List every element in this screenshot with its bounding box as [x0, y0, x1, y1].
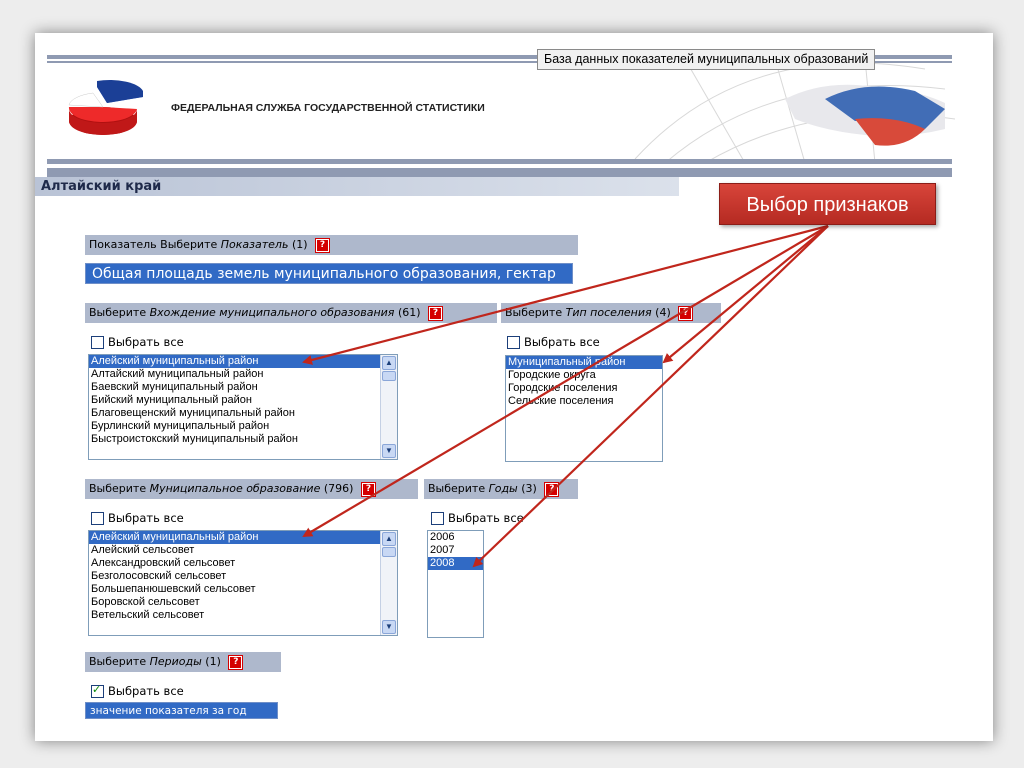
- checkbox-icon[interactable]: [507, 336, 520, 349]
- periods-select[interactable]: значение показателя за год: [85, 702, 278, 719]
- section-label: Выберите: [89, 655, 147, 668]
- help-icon[interactable]: ?: [316, 239, 329, 252]
- select-all-label: Выбрать все: [448, 511, 524, 525]
- checkbox-icon[interactable]: [91, 512, 104, 525]
- scroll-thumb[interactable]: [382, 547, 396, 557]
- header-bar: [47, 159, 952, 164]
- list-item[interactable]: Ветельский сельсовет: [91, 609, 205, 621]
- section-count: (61): [397, 306, 421, 319]
- help-icon[interactable]: ?: [362, 483, 375, 496]
- municipality-header: [85, 479, 418, 499]
- checkbox-checked-icon[interactable]: [91, 685, 104, 698]
- membership-listbox[interactable]: [88, 354, 398, 460]
- rosstat-logo: [63, 69, 149, 141]
- list-item[interactable]: Алейский муниципальный район: [89, 355, 397, 368]
- list-item[interactable]: Александровский сельсовет: [91, 557, 236, 569]
- list-item[interactable]: Благовещенский муниципальный район: [91, 407, 295, 419]
- section-name: Показатель: [220, 238, 289, 251]
- section-label: Выберите: [428, 482, 486, 495]
- region-title: Алтайский край: [35, 177, 679, 196]
- section-label: Выберите: [89, 306, 147, 319]
- header-bar: [47, 168, 952, 177]
- membership-select-all[interactable]: [91, 335, 184, 349]
- database-title: База данных показателей муниципальных образований: [537, 49, 875, 70]
- list-item[interactable]: Быстроистокский муниципальный район: [91, 433, 298, 445]
- list-item[interactable]: Алейский муниципальный район: [89, 531, 397, 544]
- section-label: Выберите: [89, 482, 147, 495]
- list-item[interactable]: Бийский муниципальный район: [91, 394, 252, 406]
- list-item[interactable]: Боровской сельсовет: [91, 596, 200, 608]
- years-header: [424, 479, 578, 499]
- section-name: Тип поселения: [565, 306, 652, 319]
- select-all-label: Выбрать все: [108, 335, 184, 349]
- section-name: Периоды: [149, 655, 202, 668]
- page-frame: [35, 33, 993, 741]
- settlement-type-header: [501, 303, 721, 323]
- section-name: Годы: [488, 482, 518, 495]
- list-item[interactable]: 2008: [428, 557, 483, 570]
- section-count: (1): [291, 238, 308, 251]
- list-item[interactable]: Муниципальный район: [506, 356, 662, 369]
- scrollbar[interactable]: [380, 531, 397, 635]
- indicator-select[interactable]: Общая площадь земель муниципального образования, гектар: [85, 263, 573, 284]
- help-icon[interactable]: ?: [229, 656, 242, 669]
- list-item[interactable]: Алтайский муниципальный район: [91, 368, 264, 380]
- scrollbar[interactable]: [380, 355, 397, 459]
- select-all-label: Выбрать все: [108, 684, 184, 698]
- scroll-down-icon[interactable]: ▼: [382, 444, 396, 458]
- list-item[interactable]: Большепанюшевский сельсовет: [91, 583, 256, 595]
- section-count: (4): [655, 306, 671, 319]
- list-item[interactable]: Бурлинский муниципальный район: [91, 420, 270, 432]
- scroll-up-icon[interactable]: ▲: [382, 532, 396, 546]
- checkbox-icon[interactable]: [91, 336, 104, 349]
- list-item[interactable]: Городские поселения: [508, 382, 618, 394]
- russia-map-image: [625, 59, 955, 163]
- select-all-label: Выбрать все: [108, 511, 184, 525]
- list-item[interactable]: 2006: [430, 531, 455, 543]
- section-name: Вхождение муниципального образования: [149, 306, 395, 319]
- help-icon[interactable]: ?: [679, 307, 692, 320]
- help-icon[interactable]: ?: [545, 483, 558, 496]
- list-item[interactable]: Безголосовский сельсовет: [91, 570, 227, 582]
- help-icon[interactable]: ?: [429, 307, 442, 320]
- settlement-type-listbox[interactable]: [505, 355, 663, 462]
- section-count: (796): [323, 482, 354, 495]
- periods-select-all[interactable]: [91, 684, 184, 698]
- list-item[interactable]: Баевский муниципальный район: [91, 381, 258, 393]
- callout-label: Выбор признаков: [719, 183, 936, 225]
- years-listbox[interactable]: [427, 530, 484, 638]
- indicator-header: [85, 235, 578, 255]
- section-label: Показатель Выберите: [89, 238, 218, 251]
- membership-header: [85, 303, 497, 323]
- section-label: Выберите: [505, 306, 563, 319]
- scroll-down-icon[interactable]: ▼: [382, 620, 396, 634]
- periods-header: [85, 652, 281, 672]
- list-item[interactable]: Городские округа: [508, 369, 596, 381]
- scroll-up-icon[interactable]: ▲: [382, 356, 396, 370]
- municipality-listbox[interactable]: [88, 530, 398, 636]
- list-item[interactable]: Алейский сельсовет: [91, 544, 195, 556]
- organization-name: ФЕДЕРАЛЬНАЯ СЛУЖБА ГОСУДАРСТВЕННОЙ СТАТИСТИКИ: [171, 102, 485, 114]
- section-count: (1): [205, 655, 221, 668]
- years-select-all[interactable]: [431, 511, 524, 525]
- list-item[interactable]: Сельские поселения: [508, 395, 614, 407]
- select-all-label: Выбрать все: [524, 335, 600, 349]
- municipality-select-all[interactable]: [91, 511, 184, 525]
- section-count: (3): [521, 482, 537, 495]
- list-item[interactable]: 2007: [430, 544, 455, 556]
- checkbox-icon[interactable]: [431, 512, 444, 525]
- section-name: Муниципальное образование: [149, 482, 321, 495]
- settlement-type-select-all[interactable]: [507, 335, 600, 349]
- scroll-thumb[interactable]: [382, 371, 396, 381]
